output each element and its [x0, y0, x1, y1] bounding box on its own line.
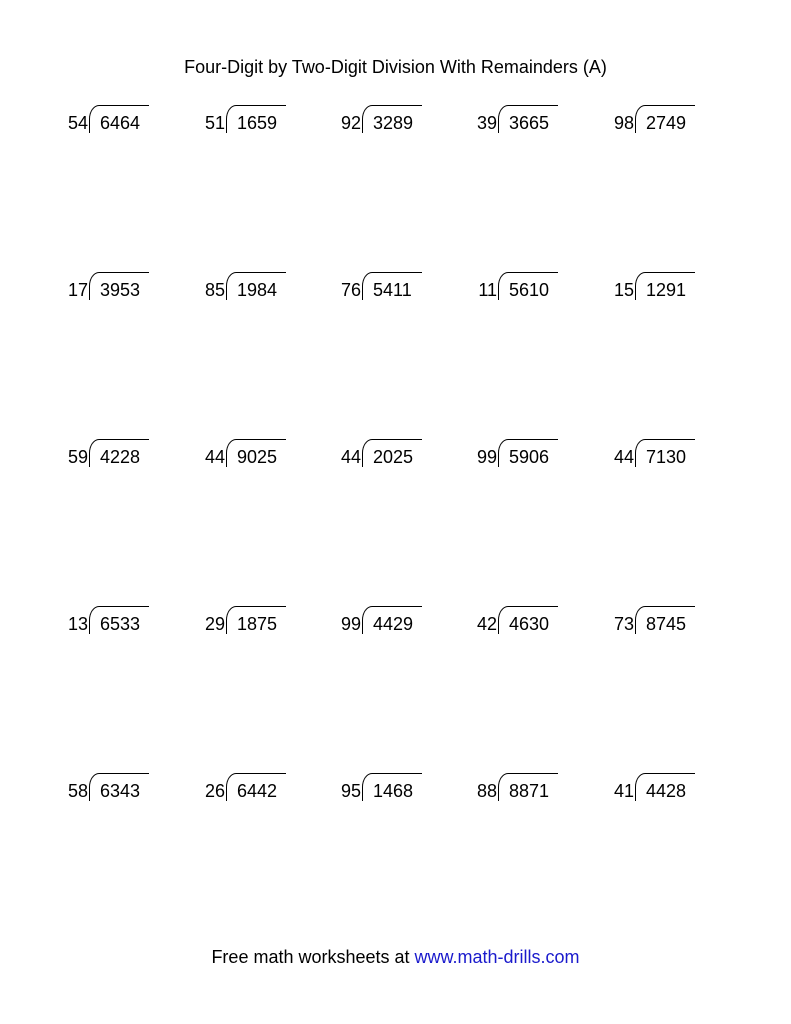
divisor: 59	[67, 447, 88, 467]
divisor: 29	[204, 614, 225, 634]
divisor: 39	[476, 113, 497, 133]
division-problem	[50, 438, 180, 474]
division-problem	[323, 772, 453, 808]
division-problem	[596, 772, 726, 808]
division-problem	[323, 438, 453, 474]
division-problem	[596, 271, 726, 307]
dividend: 5906	[509, 447, 550, 467]
divisor: 85	[204, 280, 225, 300]
dividend: 4630	[509, 614, 550, 634]
division-problem	[50, 104, 180, 140]
problem-row	[50, 104, 750, 271]
dividend: 9025	[237, 447, 278, 467]
division-problem	[187, 104, 317, 140]
division-problem	[323, 605, 453, 641]
divisor: 11	[478, 280, 497, 300]
divisor: 92	[340, 113, 361, 133]
dividend: 4228	[100, 447, 141, 467]
divisor: 99	[340, 614, 361, 634]
divisor: 17	[67, 280, 88, 300]
worksheet-title: Four-Digit by Two-Digit Division With Remainders (A)	[184, 57, 607, 77]
division-problem	[187, 438, 317, 474]
division-problem	[596, 104, 726, 140]
problem-row	[50, 438, 750, 605]
dividend: 6343	[100, 781, 141, 801]
dividend: 1468	[373, 781, 414, 801]
divisor: 44	[204, 447, 225, 467]
divisor: 98	[613, 113, 634, 133]
dividend: 5610	[509, 280, 550, 300]
division-problem	[187, 271, 317, 307]
division-problem	[596, 605, 726, 641]
dividend: 1291	[646, 280, 687, 300]
dividend: 5411	[373, 280, 412, 300]
division-problem	[459, 104, 589, 140]
dividend: 3953	[100, 280, 141, 300]
division-problem	[187, 772, 317, 808]
division-problem	[459, 438, 589, 474]
footer-text: Free math worksheets at	[211, 947, 415, 967]
dividend: 1875	[237, 614, 278, 634]
divisor: 42	[476, 614, 497, 634]
dividend: 8745	[646, 614, 687, 634]
dividend: 4429	[373, 614, 414, 634]
divisor: 58	[67, 781, 88, 801]
division-problem	[596, 438, 726, 474]
dividend: 8871	[509, 781, 550, 801]
divisor: 26	[204, 781, 225, 801]
divisor: 41	[613, 781, 634, 801]
divisor: 44	[613, 447, 634, 467]
footer	[0, 945, 791, 969]
dividend: 1659	[237, 113, 278, 133]
dividend: 7130	[646, 447, 687, 467]
dividend: 6442	[237, 781, 278, 801]
problem-row	[50, 605, 750, 772]
divisor: 44	[340, 447, 361, 467]
divisor: 73	[613, 614, 634, 634]
division-problem	[50, 605, 180, 641]
dividend: 3665	[509, 113, 550, 133]
dividend: 3289	[373, 113, 414, 133]
division-problem	[323, 104, 453, 140]
division-problem	[50, 772, 180, 808]
dividend: 4428	[646, 781, 687, 801]
divisor: 88	[476, 781, 497, 801]
footer-link[interactable]: www.math-drills.com	[414, 947, 580, 967]
problem-grid	[50, 104, 750, 939]
dividend: 6464	[100, 113, 141, 133]
dividend: 2749	[646, 113, 687, 133]
divisor: 15	[613, 280, 634, 300]
division-problem	[323, 271, 453, 307]
division-problem	[50, 271, 180, 307]
divisor: 13	[67, 614, 88, 634]
division-problem	[459, 605, 589, 641]
division-problem	[459, 772, 589, 808]
dividend: 1984	[237, 280, 278, 300]
division-problem	[459, 271, 589, 307]
problem-row	[50, 271, 750, 438]
divisor: 95	[340, 781, 361, 801]
divisor: 76	[340, 280, 361, 300]
dividend: 6533	[100, 614, 141, 634]
dividend: 2025	[373, 447, 414, 467]
problem-row	[50, 772, 750, 939]
division-problem	[187, 605, 317, 641]
divisor: 51	[204, 113, 225, 133]
divisor: 99	[476, 447, 497, 467]
divisor: 54	[67, 113, 88, 133]
